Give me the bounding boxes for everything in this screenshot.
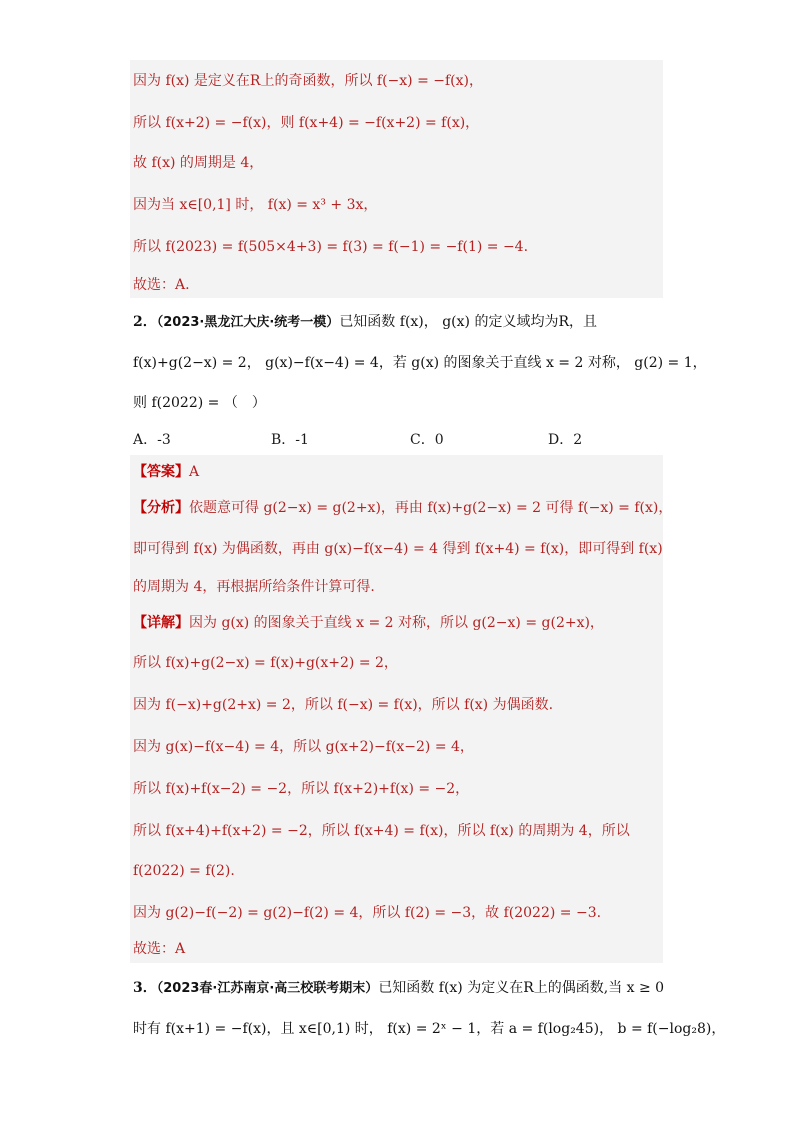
question-source: （2023春·江苏南京·高三校联考期末） (156, 981, 379, 996)
solution-line: 因为当 x∈[0,1] 时， f(x) = x³ + 3x， (133, 197, 378, 213)
solution-line: 故选：A. (133, 277, 190, 293)
detail-line: 所以 f(x)+f(x−2) = −2，所以 f(x+2)+f(x) = −2， (133, 781, 470, 797)
solution-line: 所以 f(x+2) = −f(x)，则 f(x+4) = −f(x+2) = f(x)， (133, 115, 480, 131)
detail-text: 因为 g(x) 的图象关于直线 x = 2 对称，所以 g(2−x) = g(2+x)， (189, 615, 604, 631)
detail-line: 因为 f(−x)+g(2+x) = 2，所以 f(−x) = f(x)，所以 f(x) 为偶函数. (133, 697, 554, 713)
analysis-line: 即可得到 f(x) 为偶函数，再由 g(x)−f(x−4) = 4 得到 f(x+4) = f(x)，即可得到 f(x) (133, 541, 663, 557)
question-3-stem (133, 977, 673, 1000)
solution-line: 因为 f(x) 是定义在R上的奇函数，所以 f(−x) = −f(x)， (133, 73, 483, 89)
analysis-label: 【分析】 (133, 500, 189, 516)
detail-line: 所以 f(x)+g(2−x) = f(x)+g(x+2) = 2， (133, 655, 398, 671)
detail-line: 因为 g(x)−f(x−4) = 4，所以 g(x+2)−f(x−2) = 4， (133, 739, 474, 755)
answer-value: A (189, 464, 200, 480)
option-c: C．0 (410, 432, 444, 448)
question-number: 2． (133, 314, 157, 330)
analysis-line: 的周期为 4，再根据所给条件计算可得. (133, 579, 375, 595)
question-number: 3． (133, 980, 157, 996)
analysis-text: 依题意可得 g(2−x) = g(2+x)，再由 f(x)+g(2−x) = 2 可得 f(−x) = f(x)， (189, 500, 673, 516)
question-text: 已知函数 f(x)， g(x) 的定义域均为R，且 (339, 314, 597, 330)
detail-label: 【详解】 (133, 615, 189, 631)
detail-line: 故选：A (133, 941, 186, 957)
answer-label: 【答案】 (133, 464, 189, 480)
question-2-stem-line2: f(x)+g(2−x) = 2， g(x)−f(x−4) = 4，若 g(x) 的图象关于直线 x = 2 对称， g(2) = 1， (133, 355, 707, 371)
analysis-line (133, 497, 673, 519)
solution-block-1 (130, 60, 663, 298)
question-2-stem-line3: 则 f(2022) = （ ） (133, 395, 266, 411)
detail-line (133, 612, 673, 634)
question-text: 已知函数 f(x) 为定义在R上的偶函数,当 x ≥ 0 (378, 980, 665, 996)
option-d: D．2 (548, 432, 583, 448)
solution-line: 故 f(x) 的周期是 4， (133, 155, 264, 171)
question-source: （2023·黑龙江大庆·统考一模） (156, 315, 340, 330)
question-2-stem (133, 311, 673, 334)
option-b: B．-1 (271, 432, 309, 448)
answer-line (133, 461, 673, 483)
question-3-stem-line2: 时有 f(x+1) = −f(x)，且 x∈[0,1) 时， f(x) = 2ˣ − 1，若 a = f(log₂45)， b = f(−log₂8)， (133, 1021, 726, 1037)
detail-line: 因为 g(2)−f(−2) = g(2)−f(2) = 4，所以 f(2) = −3，故 f(2022) = −3. (133, 905, 602, 921)
detail-line: 所以 f(x+4)+f(x+2) = −2，所以 f(x+4) = f(x)，所以 f(x) 的周期为 4，所以 (133, 823, 630, 839)
solution-line: 所以 f(2023) = f(505×4+3) = f(3) = f(−1) = −f(1) = −4. (133, 239, 529, 255)
option-a: A．-3 (133, 432, 171, 448)
detail-line: f(2022) = f(2). (133, 863, 235, 879)
